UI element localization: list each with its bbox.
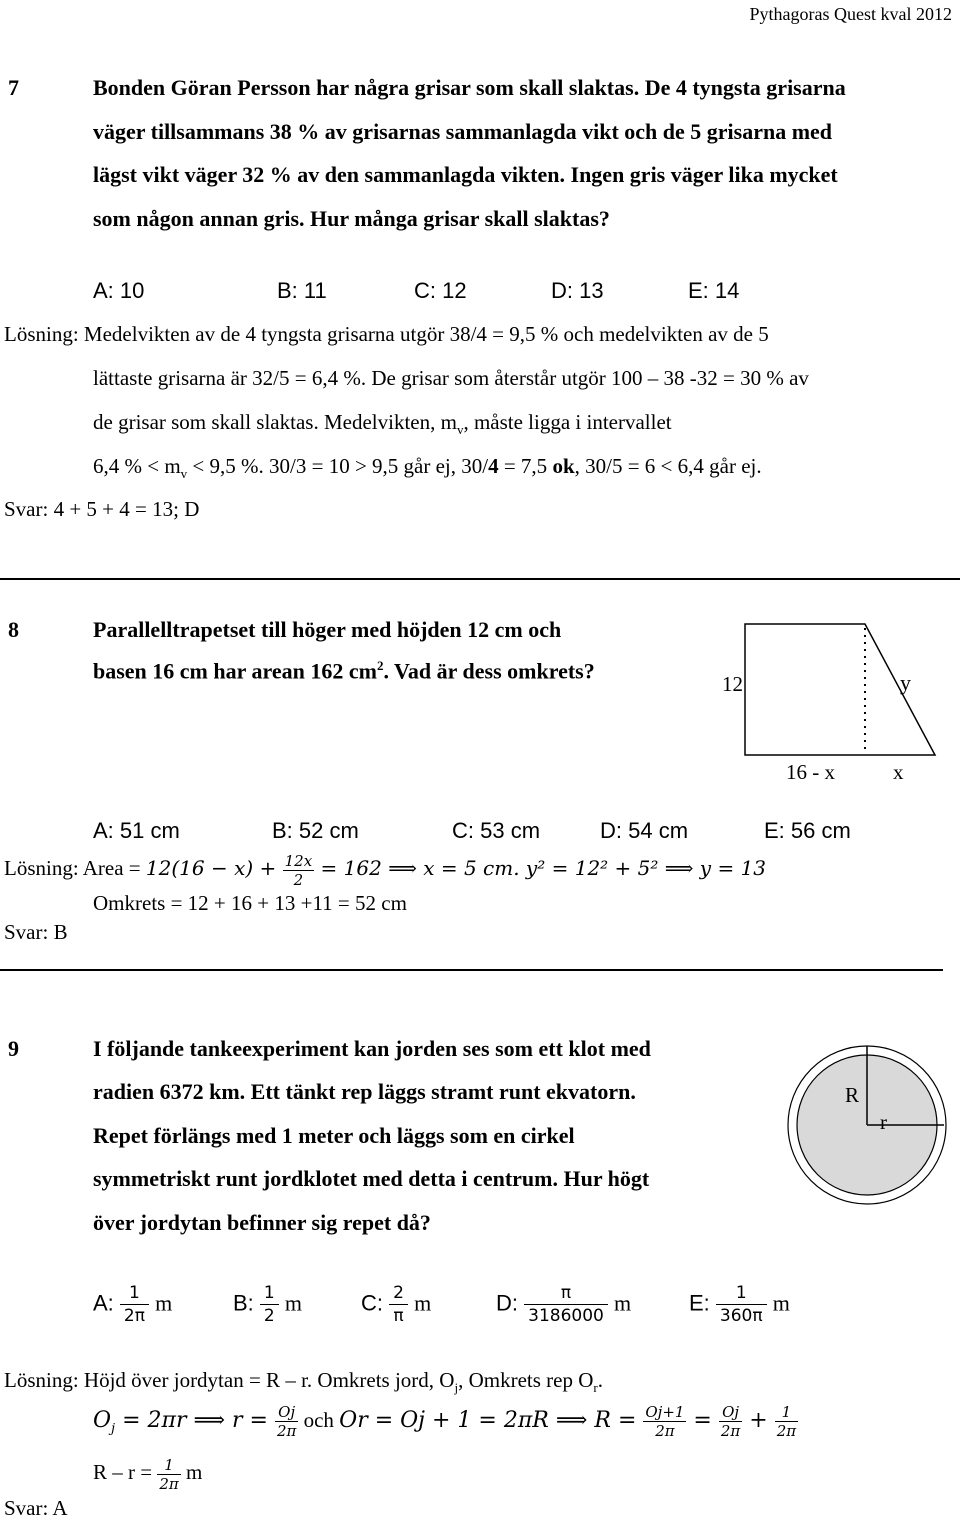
q9-option-d: D: $\frac{\pi}{3186000}$ m (496, 1283, 632, 1326)
q7-option-c: C: 12 (414, 278, 467, 303)
page-header-title: Pythagoras Quest kval 2012 (749, 4, 952, 24)
q9-option-c: C: $\frac{2}{\pi}$ m (361, 1283, 432, 1326)
question-7-line-3: lägst vikt väger 32 % av den sammanlagda vikten. Ingen gris väger lika mycket (93, 162, 838, 187)
question-7-line-2: väger tillsammans 38 % av grisarnas sammanlagda vikt och de 5 grisarna med (93, 119, 833, 144)
question-7-number: 7 (8, 75, 19, 100)
section-divider (0, 969, 943, 971)
question-9-line-3: Repet förlängs med 1 meter och läggs som en cirkel (93, 1123, 575, 1148)
q8-answer: Svar: B (4, 920, 68, 944)
q7-option-b: B: 11 (277, 278, 327, 303)
section-divider (0, 578, 960, 580)
q7-option-e: E: 14 (688, 278, 740, 303)
q9-equation-line: $O_j = 2\pi r$ ⟹ r = $\frac{Oj}{2\pi}$ och Or = Oj + 1 = 2πR ⟹ R = $\frac{Oj+1}{2\pi}$ = $\frac{Oj}{2\pi}$ + $\frac{1}{2\pi}$ (93, 1403, 797, 1441)
question-7-line-1: Bonden Göran Persson har några grisar som skall slaktas. De 4 tyngsta grisarna (93, 75, 846, 100)
q9-option-a: A: $\frac{1}{2\pi}$ m (93, 1283, 173, 1326)
q8-option-a: A: 51 cm (93, 818, 180, 843)
question-8-line-2: basen 16 cm har arean 162 $cm^2$. Vad är dess omkrets? (93, 658, 595, 684)
q8-option-b: B: 52 cm (272, 818, 359, 843)
q7-solution-line-2: lättaste grisarna är 32/5 = 6,4 %. De grisar som återstår utgör 100 – 38 -32 = 30 % av (93, 366, 809, 390)
q9-solution-line-1: Lösning: Höjd över jordytan = R – r. Omkrets jord, $O_j$, Omkrets rep $O_r$. (4, 1368, 603, 1396)
question-9-line-2: radien 6372 km. Ett tänkt rep läggs stramt runt ekvatorn. (93, 1079, 636, 1104)
question-9-number: 9 (8, 1036, 19, 1061)
q8-option-d: D: 54 cm (600, 818, 689, 843)
trapezoid-x-label: x (893, 760, 904, 784)
q7-option-a: A: 10 (93, 278, 145, 303)
q8-option-c: C: 53 cm (452, 818, 541, 843)
q9-r-difference: R – r = $\frac{1}{2\pi}$ m (93, 1455, 203, 1493)
q7-solution-line-4: 6,4 % < $m_v < 9,5$ %. 30/3 = 10 > 9,5 går ej, 30/4 = 7,5 ok, 30/5 = 6 < 6,4 går ej. (93, 454, 762, 482)
question-9-line-1: I följande tankeexperiment kan jorden ses som ett klot med (93, 1036, 651, 1061)
trapezoid-height-label: 12 (722, 672, 743, 696)
q7-solution-line-3: de grisar som skall slaktas. Medelvikten, $m_v$, måste ligga i intervallet (93, 410, 672, 438)
question-7-line-4: som någon annan gris. Hur många grisar skall slaktas? (93, 206, 610, 231)
circle-label-R: R (845, 1083, 860, 1107)
q8-option-e: E: 56 cm (764, 818, 851, 843)
q9-option-b: B: $\frac{1}{2}$ m (233, 1283, 302, 1326)
question-8-line-1: Parallelltrapetset till höger med höjden 12 cm och (93, 617, 562, 642)
q8-omkrets: Omkrets = 12 + 16 + 13 +11 = 52 cm (93, 891, 407, 915)
q7-option-d: D: 13 (551, 278, 604, 303)
circle-label-r: r (880, 1110, 887, 1134)
question-9-line-4: symmetriskt runt jordklotet med detta i centrum. Hur högt (93, 1166, 650, 1191)
trapezoid-slant-label: y (900, 670, 911, 695)
earth-circle-figure (782, 1040, 952, 1210)
trapezoid-base-label: 16 - x (786, 760, 835, 784)
question-9-line-5: över jordytan befinner sig repet då? (93, 1210, 431, 1235)
q9-option-e: E: $\frac{1}{360\pi}$ m (689, 1283, 790, 1326)
question-8-number: 8 (8, 617, 19, 642)
q8-solution-line-1: Lösning: Area = 12(16 − x) + $\frac{12x}{2}$ = 162 ⟹ x = 5 cm. y² = 12² + 5² ⟹ y = 13 (4, 851, 767, 889)
q7-solution-line-1: Lösning: Medelvikten av de 4 tyngsta grisarna utgör 38/4 = 9,5 % och medelvikten av de 5 (4, 322, 769, 346)
q9-answer: Svar: A (4, 1496, 68, 1520)
q7-answer: Svar: 4 + 5 + 4 = 13; D (4, 497, 200, 521)
